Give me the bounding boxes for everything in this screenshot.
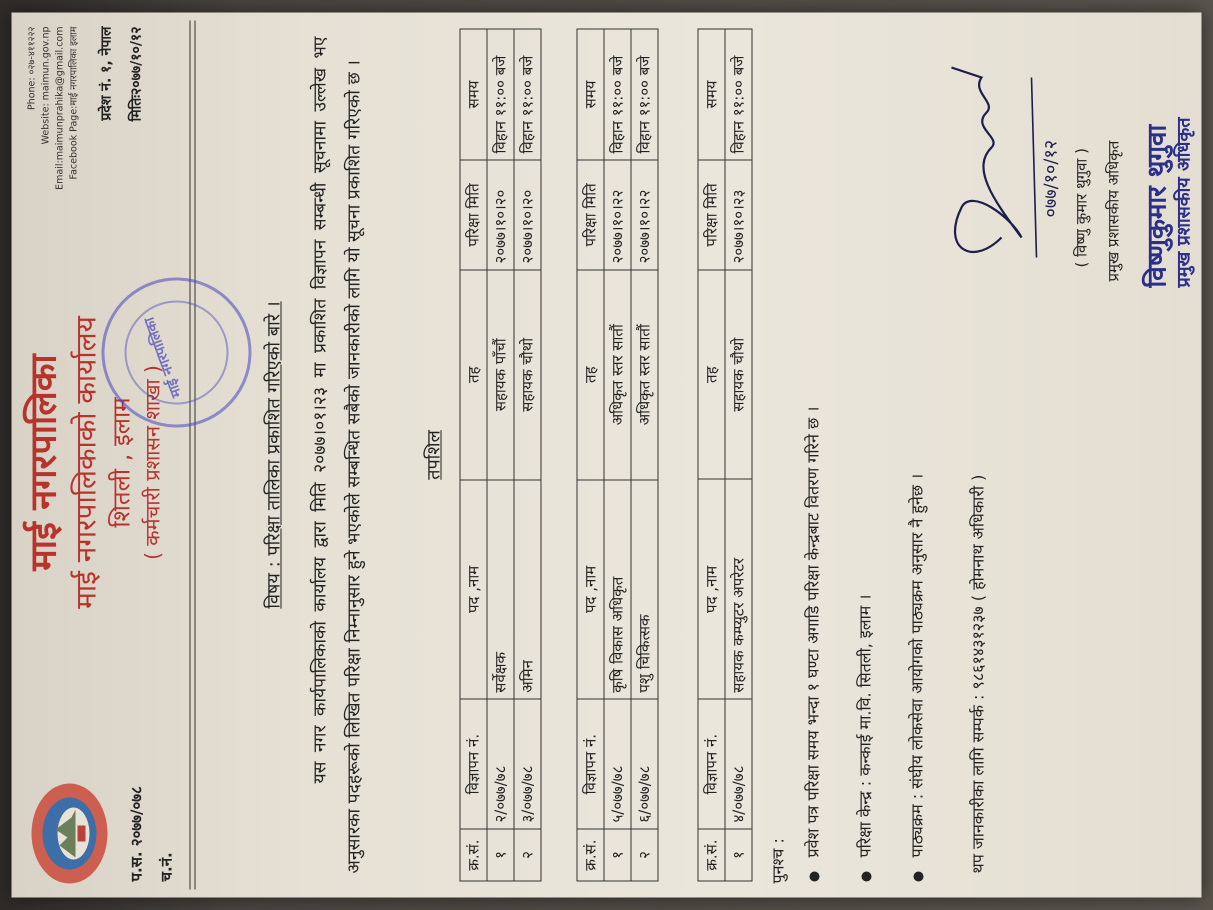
table-header-row [460, 29, 487, 881]
stamp-text: माई नगरपालिका [141, 314, 186, 400]
reference-block [122, 786, 182, 881]
header-exam-date: परिक्षा मिति [698, 160, 725, 270]
cell-time: विहान ११:०० बजे [514, 29, 541, 160]
note-item [906, 474, 928, 882]
cell-sn: २ [514, 829, 541, 881]
header-post: पद ,नाम [698, 479, 725, 699]
cell-level: सहायक पाँचौं [487, 270, 514, 480]
table-row [487, 29, 514, 881]
cell-sn: १ [725, 829, 752, 881]
note-text: प्रवेश पत्र परिक्षा समय भन्दा १ घण्टा अगाडि परिक्षा केन्द्रबाट वितरण गरिने छ । [803, 406, 823, 858]
dispatch-number: च.नं. [157, 852, 176, 882]
cell-level: अधिकृत स्तर सातौं [604, 270, 631, 480]
header-time: समय [460, 29, 487, 160]
cell-time: विहान ११:०० बजे [725, 29, 752, 160]
cell-sn: २ [631, 829, 658, 881]
cell-ad-no: ५/०७७/७८ [604, 699, 631, 829]
org-name: माई नगरपालिका [23, 354, 65, 571]
details-title: तपशिल [423, 430, 445, 480]
cell-ad-no: २/०७७/७८ [487, 699, 514, 829]
cell-exam-date: २०७७।१०।२२ [631, 160, 658, 270]
bullet-icon [861, 872, 871, 882]
cell-sn: १ [487, 829, 514, 881]
header-ad-no: विज्ञापन नं. [698, 699, 725, 829]
contact-note: थप जानकारीका लागि सम्पर्क : ९८६१४३१२३७ ( होमनाथ अधिकारी ) [968, 474, 988, 874]
bullet-icon [913, 872, 923, 882]
table-row [604, 29, 631, 881]
nepal-emblem-icon [28, 780, 112, 888]
cell-level: सहायक चौथो [725, 270, 752, 480]
province: प्रदेश नं. १, नेपाल [98, 26, 115, 121]
location-date-block [92, 27, 152, 122]
cell-time: विहान ११:०० बजे [604, 29, 631, 160]
cell-post: सर्वेक्षक [487, 480, 514, 700]
title-stamp: प्रमुख प्रशासकीय अधिकृत [1173, 117, 1195, 288]
email: Email:maimunprahika@gmail.com [54, 26, 66, 190]
cell-exam-date: २०७७।१०।२० [514, 160, 541, 270]
header-post: पद ,नाम [577, 480, 604, 700]
cell-ad-no: ६/०७७/७८ [631, 699, 658, 829]
cell-post: सहायक कम्प्युटर अपरेटर [725, 479, 752, 699]
table-row [514, 29, 541, 881]
table-header-row [577, 29, 604, 881]
header-ad-no: विज्ञापन नं. [460, 699, 487, 829]
exam-table-3 [698, 29, 753, 882]
phone: Phone: ०२७-४११२२२ [26, 26, 38, 111]
header-sn: क्र.सं. [577, 829, 604, 881]
note-text: पाठ्यक्रम : संघीय लोकसेवा आयोगको पाठ्यक्रम अनुसार नै हुनेछ । [907, 473, 927, 858]
notice-document [12, 13, 1202, 898]
header-ad-no: विज्ञापन नं. [577, 699, 604, 829]
cell-time: विहान ११:०० बजे [631, 29, 658, 160]
table-header-row [698, 29, 725, 881]
header-post: पद ,नाम [460, 480, 487, 700]
cell-exam-date: २०७७।१०।२२ [604, 160, 631, 270]
exam-table-1 [460, 29, 542, 882]
note-text: परिक्षा केन्द्र : कन्काई मा.वि. सितली, इलाम । [855, 594, 875, 858]
handwritten-signature [932, 48, 1062, 278]
note-item [802, 407, 824, 882]
header-level: तह [460, 270, 487, 480]
signature-block [892, 18, 1195, 308]
header-sn: क्र.सं. [460, 829, 487, 881]
office-name: माई नगरपालिकाको कार्यालय [69, 316, 103, 609]
bullet-icon [809, 872, 819, 882]
header-time: समय [577, 29, 604, 160]
letter-date: मितिः२०७७/१०/१२ [128, 26, 145, 122]
postscript-label: पुनश्च : [768, 838, 788, 884]
note-item [854, 595, 876, 882]
header-exam-date: परिक्षा मिति [577, 160, 604, 270]
cell-level: सहायक चौथो [514, 270, 541, 480]
header-level: तह [698, 270, 725, 480]
cell-ad-no: ३/०७७/७८ [514, 699, 541, 829]
subject-line: विषय : परिक्षा तालिका प्रकाशित गरिएको बारे । [263, 301, 285, 609]
header-time: समय [698, 29, 725, 160]
table-row [725, 29, 752, 881]
header-divider-2 [195, 21, 196, 890]
header-exam-date: परिक्षा मिति [460, 160, 487, 270]
cell-sn: १ [604, 829, 631, 881]
header-divider [190, 21, 191, 890]
signatory-title: प्रमुख प्रशासकीय अधिकृत [1104, 140, 1123, 282]
body-paragraph: यस नगर कार्यपालिकाको कार्यालय द्वारा मिति २०७७।०१।२३ मा प्रकाशित विज्ञापन सम्बन्धी सूचनामा उल्लेख भए अनुसारका पदहरूको लिखित परिक्षा निम्नानुसार हुने भएकोले सम्बन्धित सबैको जानकारीको लागि यो सूचना प्रकाशित गरिएको छ । [310, 36, 365, 874]
signatory-name: ( विष्णु कुमार थुगुवा ) [1072, 148, 1091, 268]
cell-ad-no: ४/०७७/७८ [725, 699, 752, 829]
cell-post: पशु चिकित्सक [631, 480, 658, 700]
header-sn: क्र.सं. [698, 829, 725, 881]
website: Website: maimun.gov.np [40, 26, 52, 145]
facebook-page: Facebook Page:माई नगरपालिका इलाम [68, 26, 80, 180]
office-location: शितली , इलाम [107, 397, 136, 528]
name-stamp: विष्णुकुमार थुगुवा [1142, 124, 1173, 288]
exam-table-2 [577, 29, 659, 882]
section-name: ( कर्मचारी प्रशासन शाखा ) [140, 365, 165, 560]
table-row [631, 29, 658, 881]
cell-time: विहान ११:०० बजे [487, 29, 514, 160]
header-level: तह [577, 270, 604, 480]
signature-date: ०७७/१०/१२ [1040, 139, 1062, 218]
cell-post: कृषि विकास अधिकृत [604, 480, 631, 700]
reference-number: प.स. २०७७/०७८ [127, 786, 146, 882]
cell-exam-date: २०७७।१०।२३ [725, 160, 752, 270]
cell-level: अधिकृत स्तर सातौं [631, 270, 658, 480]
cell-post: अमिन [514, 480, 541, 700]
contact-info [26, 27, 82, 190]
cell-exam-date: २०७७।१०।२० [487, 160, 514, 270]
